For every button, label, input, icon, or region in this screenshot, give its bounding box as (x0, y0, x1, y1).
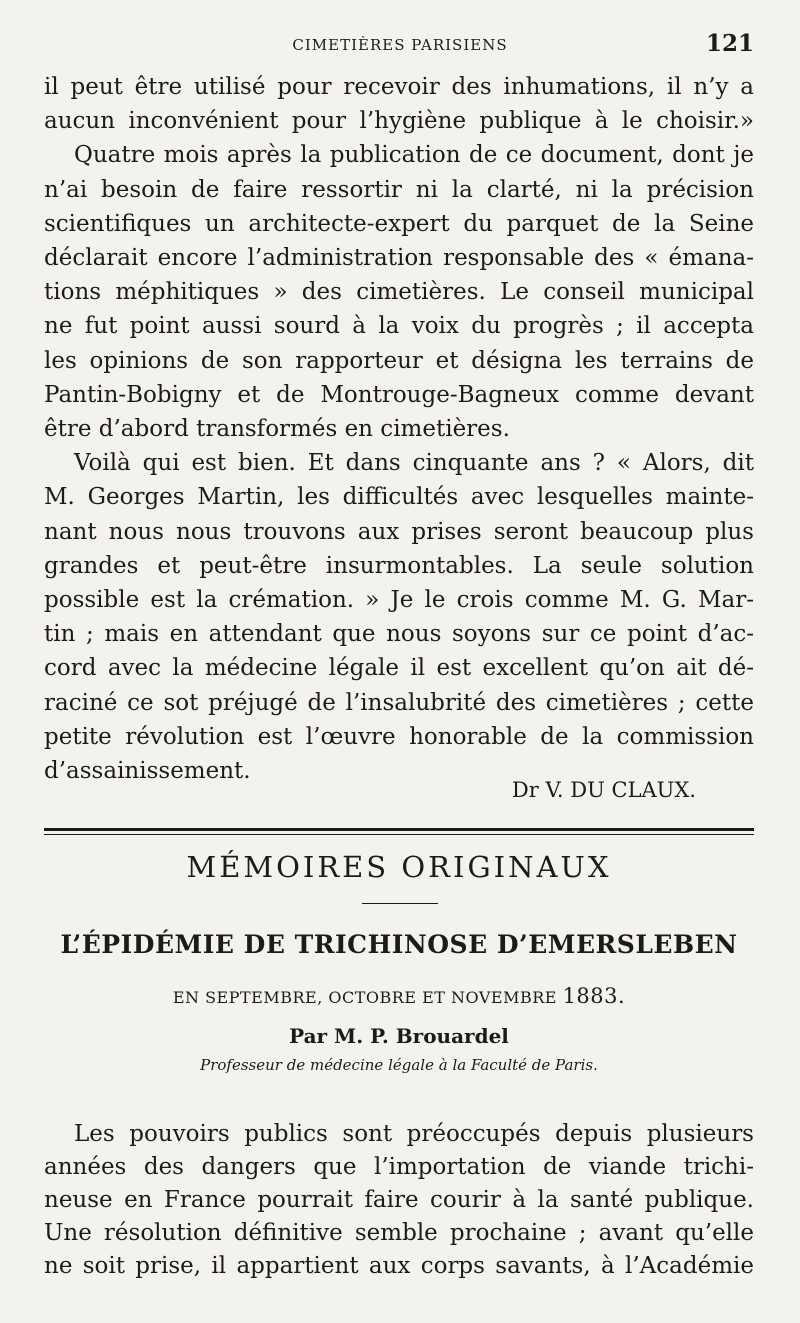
section-divider (44, 828, 754, 831)
text-line: Voilà qui est bien. Et dans cinquante ans ? « Alors, dit (74, 450, 754, 477)
article-months: EN SEPTEMBRE, OCTOBRE ET NOVEMBRE (172, 988, 557, 1007)
text-line: M. Georges Martin, les difficultés avec lesquelles mainte- (44, 484, 754, 511)
text-line: scientifiques un architecte-expert du parquet de la Seine (44, 210, 754, 237)
text-line: Les pouvoirs publics sont préoccupés depuis plusieurs (74, 1121, 754, 1147)
article-title: L’ÉPIDÉMIE DE TRICHINOSE D’EMERSLEBEN (60, 930, 738, 959)
text-line: Quatre mois après la publication de ce document, dont je (74, 142, 754, 169)
text-line: possible est la crémation. » Je le crois comme M. G. Mar- (44, 587, 754, 614)
section-divider-thin (44, 834, 754, 835)
text-line: neuse en France pourrait faire courir à la santé publique. (44, 1187, 754, 1213)
section-heading: MÉMOIRES ORIGINAUX (186, 850, 612, 884)
heading-rule (362, 903, 438, 904)
article-author: Par M. P. Brouardel (289, 1024, 509, 1048)
page-header (46, 30, 754, 60)
text-line: déclarait encore l’administration responsable des « émana- (44, 245, 754, 272)
text-line: grandes et peut-être insurmontables. La seule solution (44, 552, 754, 579)
article-dates (44, 984, 754, 1008)
running-title: CIMETIÈRES PARISIENS (292, 36, 508, 54)
text-line: tions méphitiques » des cimetières. Le conseil municipal (44, 279, 754, 306)
text-line: être d’abord transformés en cimetières. (44, 416, 510, 443)
text-line: aucun inconvénient pour l’hygiène publique à le choisir.» (44, 108, 754, 135)
text-line: ne fut point aussi sourd à la voix du progrès ; il accepta (44, 313, 754, 340)
text-line: n’ai besoin de faire ressortir ni la clarté, ni la précision (44, 176, 754, 203)
article-year: 1883. (562, 984, 626, 1008)
text-line: nant nous nous trouvons aux prises seront beaucoup plus (44, 518, 754, 545)
text-line: il peut être utilisé pour recevoir des inhumations, il n’y a (44, 74, 754, 100)
text-line: années des dangers que l’importation de viande trichi- (44, 1154, 754, 1180)
body-text-top (44, 70, 754, 788)
page-number: 121 (705, 30, 754, 57)
text-line: Une résolution définitive semble prochaine ; avant qu’elle (44, 1220, 754, 1246)
body-text-bottom (44, 1118, 754, 1283)
text-line: les opinions de son rapporteur et désigna les terrains de (44, 347, 754, 374)
text-line: raciné ce sot préjugé de l’insalubrité des cimetières ; cette (44, 689, 754, 716)
author-signature: Dr V. DU CLAUX. (511, 778, 696, 802)
author-affiliation: Professeur de médecine légale à la Faculté de Paris. (200, 1056, 598, 1074)
text-line: Pantin-Bobigny et de Montrouge-Bagneux comme devant (44, 381, 754, 408)
text-line: petite révolution est l’œuvre honorable de la commission (44, 723, 754, 750)
text-line: tin ; mais en attendant que nous soyons sur ce point d’ac- (44, 621, 754, 648)
text-line: cord avec la médecine légale il est excellent qu’on ait dé- (44, 655, 754, 682)
text-line: d’assainissement. (44, 758, 251, 785)
text-line: ne soit prise, il appartient aux corps savants, à l’Académie (44, 1253, 754, 1279)
